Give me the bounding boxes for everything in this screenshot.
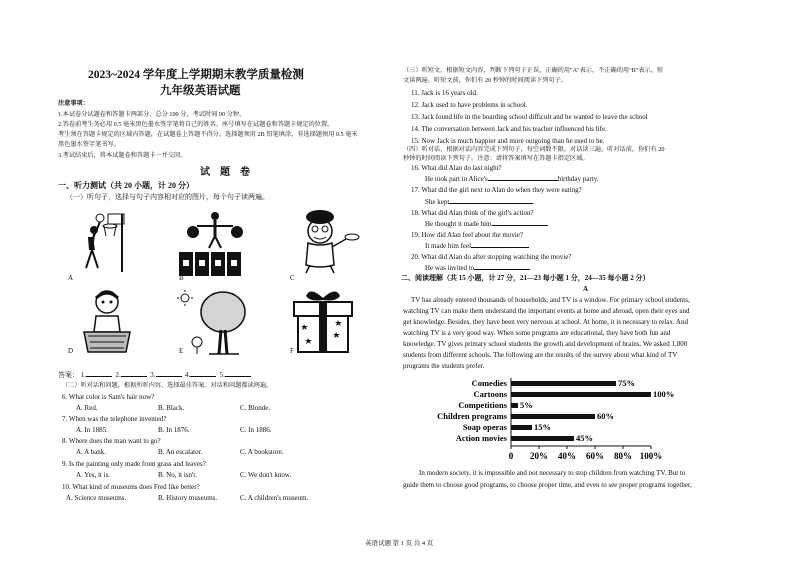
option: A. Science museums.: [66, 494, 127, 502]
passage-line: programs the students prefer.: [403, 362, 485, 370]
tf-item: 12. Jack used to have problems in school.: [411, 101, 528, 109]
note-line: 3.考试结束后，将本试题卷和答题卡一并交回。: [58, 152, 187, 159]
x-tick-label: 0: [508, 451, 514, 461]
x-tick-label: 20%: [530, 451, 548, 461]
passage-line: get knowledge. Besides, they have been very nervous at school. At home, it is necessary to relax. And: [403, 318, 688, 326]
answer-num: 1.: [80, 371, 86, 379]
notes-heading: 注意事项：: [58, 100, 89, 107]
option: B. Black.: [158, 404, 185, 412]
exam-title: 2023~2024 学年度上学期期末教学质量检测: [88, 69, 304, 81]
x-tick-label: 40%: [558, 451, 576, 461]
fill-question: 18. What did Alan think of the girl's action?: [411, 209, 534, 217]
question-text: 10. What kind of museums does Fred like better?: [62, 483, 200, 491]
category-label: Competitions: [458, 400, 507, 410]
option: C. A bookstore.: [240, 448, 284, 456]
passage-letter: A: [583, 285, 589, 293]
option: C. A children's museum.: [240, 494, 309, 502]
picture-label: B: [179, 274, 184, 282]
part2-heading: 二、阅读理解（共 15 小题，计 27 分，21—23 每小题 1 分，24—35 每小题 2 分）: [401, 274, 650, 282]
tv-program-bar-chart: [409, 376, 709, 468]
option: C. Blonde.: [240, 404, 271, 412]
question-text: 8. Where does the man want to go?: [62, 437, 161, 445]
fill-prefix: She kept: [425, 198, 450, 206]
passage-line: students from different schools. The following are the results of the survey about what kind of TV: [403, 351, 678, 359]
picture-boy-with-glasses: [290, 207, 370, 277]
fill-answer-line: [425, 264, 530, 273]
bar: [511, 403, 518, 408]
passage-line: In modern society, it is impossible and not necessary to stop children from watching TV. But to: [419, 469, 686, 477]
x-tick-label: 60%: [586, 451, 604, 461]
passage-line: TV has already entered thousands of households, and TV is a window. For primary school students,: [411, 296, 690, 304]
question-text: 6. What color is Sam's hair now?: [62, 393, 155, 401]
option: B. History museums.: [158, 494, 218, 502]
tf-item: 11. Jack is 16 years old.: [411, 89, 478, 97]
fill-prefix: It made him feel: [425, 242, 472, 250]
picture-label: F: [290, 347, 294, 355]
answer-label: 答案：: [58, 371, 79, 379]
picture-label: A: [68, 274, 74, 282]
value-label: 45%: [576, 433, 593, 443]
option: C. In 1886.: [240, 426, 272, 434]
passage-line: guide them to choose good programs, to choose proper time, and even to see proper programs together,: [403, 481, 692, 489]
part4-instruction-2: 秒钟的时间阅读下列句子。注意：请将答案填写在答题卡指定区域。: [403, 155, 589, 162]
category-label: Children programs: [437, 411, 507, 421]
picture-basketball: [64, 210, 134, 274]
note-line: 考生须在答题卡规定的区域内答题，在试题卷上答题不得分。选择题须用 2B 铅笔填涂，非选择题须用 0.5 毫米: [58, 131, 358, 138]
tf-item: 14. The conversation between Jack and his teacher influenced his life.: [411, 125, 607, 133]
fill-prefix: He took part in Alice's: [425, 175, 488, 183]
section-title: 试 题 卷: [200, 167, 250, 178]
picture-label: C: [290, 274, 295, 282]
part3-instruction: （三）听短文，根据短文内容，判断下列句子正误，正确的用"A"表示，不正确的用"B"表示。短: [403, 67, 664, 74]
value-label: 15%: [534, 422, 551, 432]
option: C. We don't know.: [240, 471, 292, 479]
part4-instruction: （四）听对话，根据对话内容完成下列句子，每空词数不限。对话读三遍。听对话前，你们有 20: [403, 146, 665, 153]
category-label: Action movies: [455, 433, 507, 443]
part1b-instruction: （二）听对话和问题，根据所听内容，选择最佳答案。对话和问题都读两遍。: [62, 382, 273, 389]
picture-tree: [175, 288, 255, 358]
value-label: 60%: [597, 411, 614, 421]
question-text: 7. When was the telephone invented?: [62, 415, 167, 423]
fill-prefix: He thought it made him: [425, 220, 492, 228]
answer-row: [58, 371, 251, 380]
bar: [511, 436, 574, 441]
option: A. A bank.: [76, 448, 106, 456]
note-line: 1.本试卷分试题卷和答题卡两部分，总分 100 分，考试时间 90 分钟。: [58, 111, 246, 118]
fill-answer-line: [425, 242, 529, 251]
fill-question: 17. What did the girl next to Alan do when they were eating?: [411, 186, 582, 194]
category-label: Comedies: [471, 378, 507, 388]
answer-num: 3.: [150, 371, 156, 379]
fill-suffix: birthday party.: [557, 175, 599, 183]
part1-instruction: （一）听句子，选择与句子内容相对应的图片，每个句子读两遍。: [66, 193, 269, 201]
left-column: [0, 0, 395, 561]
answer-num: 5.: [219, 371, 225, 379]
fill-prefix: He was invited to: [425, 264, 475, 272]
tf-item: 15. Now Jack is much happier and more outgoing than he used to be.: [411, 137, 605, 145]
value-label: 5%: [520, 400, 533, 410]
bar: [511, 414, 595, 419]
x-tick-label: 80%: [614, 451, 632, 461]
passage-line: knowledge. TV gives primary school students the growth and development of brains. We asked 1,000: [403, 340, 688, 348]
category-label: Soap operas: [462, 422, 507, 432]
tf-item: 13. Jack found life in the boarding school difficult and he wanted to leave the school: [411, 113, 648, 121]
bar: [511, 425, 532, 430]
fill-answer-line: [425, 220, 548, 229]
value-label: 75%: [618, 378, 635, 388]
category-label: Cartoons: [473, 389, 507, 399]
fill-answer-line: [425, 198, 533, 207]
fill-answer-line: [425, 175, 598, 184]
option: B. An escalator.: [158, 448, 203, 456]
note-line: 黑色墨水签字笔书写。: [58, 141, 120, 148]
answer-num: 2.: [115, 371, 121, 379]
bar: [511, 381, 616, 386]
passage-line: watching TV can make them understand the important events at home and abroad, open their eyes and: [403, 307, 690, 315]
option: B. In 1876.: [158, 426, 190, 434]
page-footer: 英语试题 第 1 页 共 4 页: [365, 540, 434, 547]
x-tick-label: 100%: [639, 451, 663, 461]
option: A. In 1885.: [76, 426, 108, 434]
picture-label: D: [68, 347, 74, 355]
picture-girl-with-basket: [72, 288, 142, 358]
fill-question: 20. What did Alan do after stopping watching the movie?: [411, 253, 572, 261]
part3-instruction-2: 文读两遍。听短文前，你们有 20 秒钟的时间阅读下列句子。: [403, 77, 567, 84]
question-text: 9. Is the painting only made from grass and leaves?: [62, 460, 206, 468]
part1-heading: 一、听力测试（共 20 小题，计 20 分）: [58, 181, 194, 190]
option: A. Red.: [76, 404, 98, 412]
note-line: 2.答卷前考生务必用 0.5 毫米黑色墨水签字笔将自己的姓名、座号填写在试题卷和答题卡规定的位置。: [58, 121, 334, 128]
exam-subtitle: 九年级英语试题: [160, 85, 241, 97]
fill-question: 19. How did Alan feel about the movie?: [411, 231, 523, 239]
fill-question: 16. What did Alan do last night?: [411, 164, 502, 172]
picture-label: E: [179, 347, 184, 355]
option: B. No, it isn't.: [158, 471, 197, 479]
answer-num: 4.: [185, 371, 191, 379]
bar: [511, 392, 651, 397]
passage-line: watching TV is a very good way. When some programs are educational, they have both fun and: [403, 329, 671, 337]
value-label: 100%: [653, 389, 675, 399]
picture-gift-box: [288, 286, 358, 356]
right-column: [365, 0, 794, 561]
picture-recycling-bins: [175, 210, 255, 280]
option: A. Yes, it is.: [76, 471, 111, 479]
